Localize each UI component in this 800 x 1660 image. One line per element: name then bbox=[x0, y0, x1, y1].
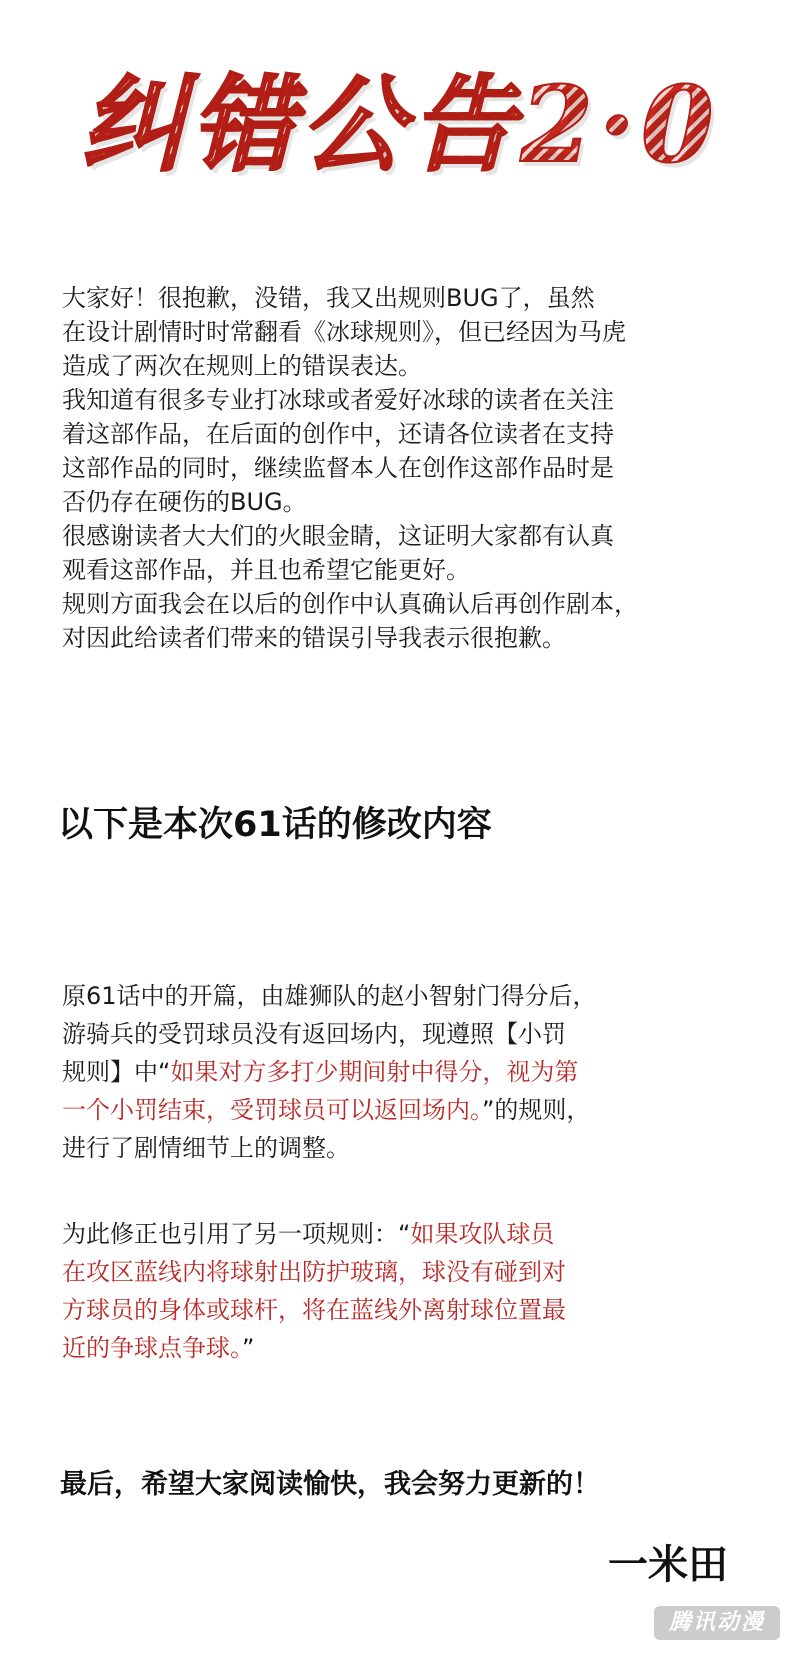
intro-line: 我知道有很多专业打冰球或者爱好冰球的读者在关注 bbox=[62, 386, 614, 414]
section-heading: 以下是本次61话的修改内容 bbox=[58, 805, 492, 845]
rule-quote: 方球员的身体或球杆，将在蓝线外离射球位置最 bbox=[62, 1296, 566, 1324]
change-line bbox=[62, 1091, 762, 1129]
change-text: ” bbox=[242, 1334, 255, 1362]
intro-line: 对因此给读者们带来的错误引导我表示很抱歉。 bbox=[62, 624, 566, 652]
intro-line: 观看这部作品，并且也希望它能更好。 bbox=[62, 556, 470, 584]
rule-quote: 近的争球点争球。 bbox=[62, 1334, 242, 1362]
change-text: ”的规则， bbox=[482, 1096, 591, 1124]
intro-line: 造成了两次在规则上的错误表达。 bbox=[62, 352, 422, 380]
intro-line: 大家好！很抱歉，没错，我又出规则BUG了，虽然 bbox=[62, 284, 595, 312]
page-title: 纠错公告2·0 bbox=[0, 60, 800, 190]
closing-message: 最后，希望大家阅读愉快，我会努力更新的！ bbox=[60, 1469, 600, 1500]
intro-line: 否仍存在硬伤的BUG。 bbox=[62, 488, 307, 516]
change-paragraph-2 bbox=[62, 1215, 762, 1367]
intro-line: 这部作品的同时，继续监督本人在创作这部作品时是 bbox=[62, 454, 614, 482]
change-line bbox=[62, 1329, 762, 1367]
rule-quote: 如果攻队球员 bbox=[410, 1220, 555, 1248]
change-line: 游骑兵的受罚球员没有返回场内，现遵照【小罚 bbox=[62, 1020, 566, 1048]
intro-line: 在设计剧情时时常翻看《冰球规则》，但已经因为马虎 bbox=[62, 318, 626, 346]
watermark-logo: 腾讯动漫 bbox=[654, 1606, 780, 1640]
intro-line: 着这部作品，在后面的创作中，还请各位读者在支持 bbox=[62, 420, 614, 448]
intro-paragraph bbox=[62, 281, 762, 655]
rule-quote: 如果对方多打少期间射中得分，视为第 bbox=[170, 1058, 579, 1086]
rule-quote: 在攻区蓝线内将球射出防护玻璃，球没有碰到对 bbox=[62, 1258, 566, 1286]
change-text: 为此修正也引用了另一项规则：“ bbox=[62, 1220, 411, 1248]
intro-line: 规则方面我会在以后的创作中认真确认后再创作剧本， bbox=[62, 590, 638, 618]
intro-line: 很感谢读者大大们的火眼金睛，这证明大家都有认真 bbox=[62, 522, 614, 550]
change-line: 进行了剧情细节上的调整。 bbox=[62, 1134, 350, 1162]
change-line bbox=[62, 1053, 762, 1091]
rule-quote: 一个小罚结束，受罚球员可以返回场内。 bbox=[62, 1096, 482, 1124]
change-text: 规则】中“ bbox=[62, 1058, 171, 1086]
change-line: 原61话中的开篇，由雄狮队的赵小智射门得分后， bbox=[62, 982, 597, 1010]
change-paragraph-1 bbox=[62, 977, 762, 1167]
author-signature: 一米田 bbox=[608, 1542, 728, 1588]
change-line bbox=[62, 1215, 762, 1253]
